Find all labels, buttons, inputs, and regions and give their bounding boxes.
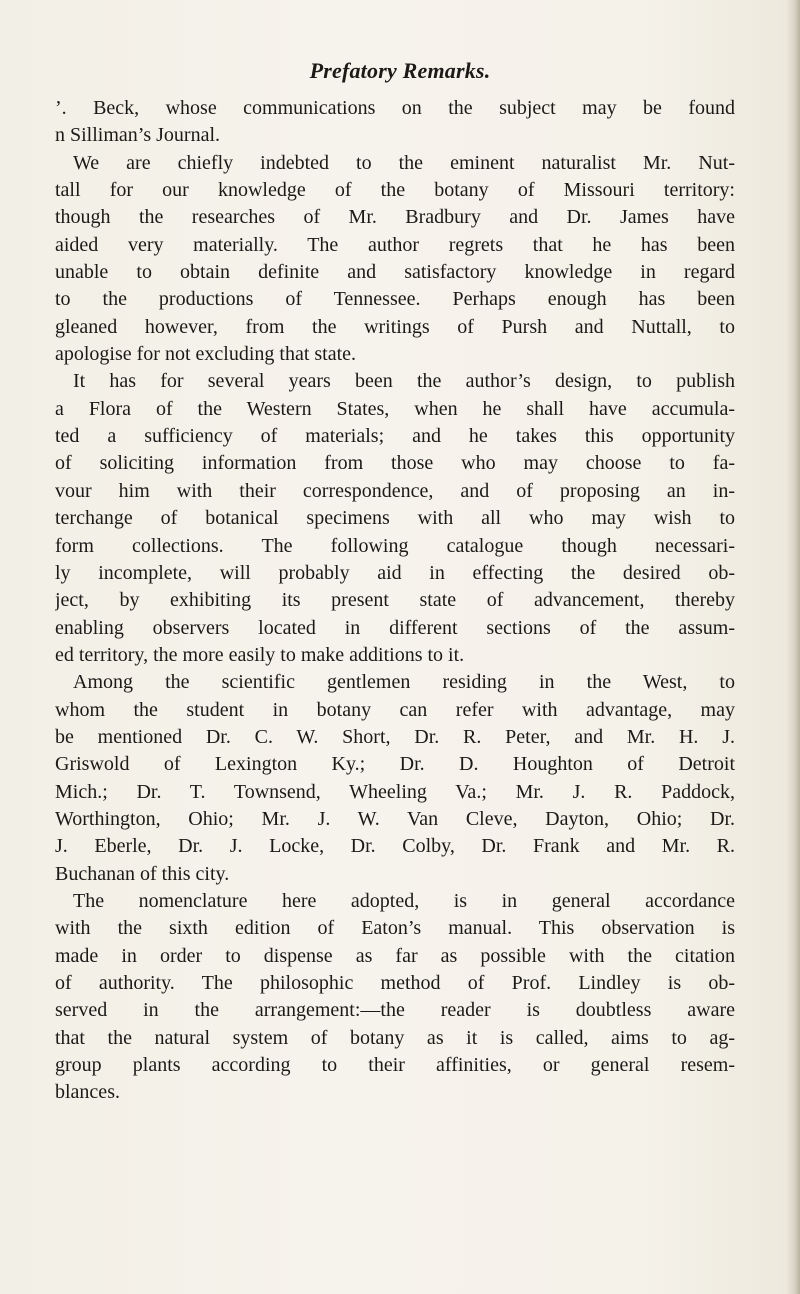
text-line: made in order to dispense as far as possible with the citation [55,944,735,967]
text-line: blances. [55,1081,120,1104]
text-line: The nomenclature here adopted, is in general accordance [73,889,735,912]
text-line: apologise for not excluding that state. [55,343,357,366]
running-head: Prefatory Remarks. [309,58,491,83]
page-edge-shadow [786,0,800,1294]
text-line: Griswold of Lexington Ky.; Dr. D. Houghton of Detroit [55,753,735,776]
text-line: unable to obtain definite and satisfactory knowledge in regard [55,261,735,284]
text-line: aided very materially. The author regrets that he has been [55,233,735,256]
text-line: to the productions of Tennessee. Perhaps enough has been [55,288,735,311]
text-line: whom the student in botany can refer with advantage, may [55,698,735,721]
text-line: though the researches of Mr. Bradbury and Dr. James have [55,206,735,229]
text-line: ed territory, the more easily to make additions to it. [55,643,465,666]
text-line: Worthington, Ohio; Mr. J. W. Van Cleve, Dayton, Ohio; Dr. [55,807,735,830]
text-line: Mich.; Dr. T. Townsend, Wheeling Va.; Mr. J. R. Paddock, [55,780,735,803]
body-text [55,95,735,1107]
text-line: terchange of botanical specimens with all who may wish to [55,507,735,530]
text-line: ’. Beck, whose communications on the subject may be found [55,97,735,119]
text-line: of soliciting information from those who may choose to fa- [55,452,735,475]
text-line: Buchanan of this city. [55,862,230,885]
text-line: with the sixth edition of Eaton’s manual. This observation is [55,917,735,940]
text-line: that the natural system of botany as it is called, aims to ag- [55,1026,735,1049]
text-line: tall for our knowledge of the botany of Missouri territory: [55,179,735,202]
text-line: ly incomplete, will probably aid in effecting the desired ob- [55,561,735,584]
text-line: be mentioned Dr. C. W. Short, Dr. R. Peter, and Mr. H. J. [55,725,735,748]
text-line: gleaned however, from the writings of Pursh and Nuttall, to [55,315,735,338]
text-line: n Silliman’s Journal. [55,124,220,147]
text-line: a Flora of the Western States, when he shall have accumula- [55,397,735,420]
text-line: served in the arrangement:—the reader is doubtless aware [55,999,735,1022]
text-line: Among the scientific gentlemen residing in the West, to [73,671,735,694]
text-line: form collections. The following catalogue though necessari- [55,534,735,557]
text-line: It has for several years been the author’s design, to publish [73,370,735,393]
text-line: We are chiefly indebted to the eminent naturalist Mr. Nut- [73,151,735,174]
text-line: enabling observers located in different sections of the assum- [55,616,735,639]
text-line: of authority. The philosophic method of Prof. Lindley is ob- [55,972,735,994]
text-line: ject, by exhibiting its present state of advancement, thereby [55,589,735,612]
text-line: group plants according to their affinities, or general resem- [55,1054,735,1077]
text-line: vour him with their correspondence, and of proposing an in- [55,479,735,502]
text-line: J. Eberle, Dr. J. Locke, Dr. Colby, Dr. Frank and Mr. R. [55,835,735,858]
text-line: ted a sufficiency of materials; and he takes this opportunity [55,425,735,448]
